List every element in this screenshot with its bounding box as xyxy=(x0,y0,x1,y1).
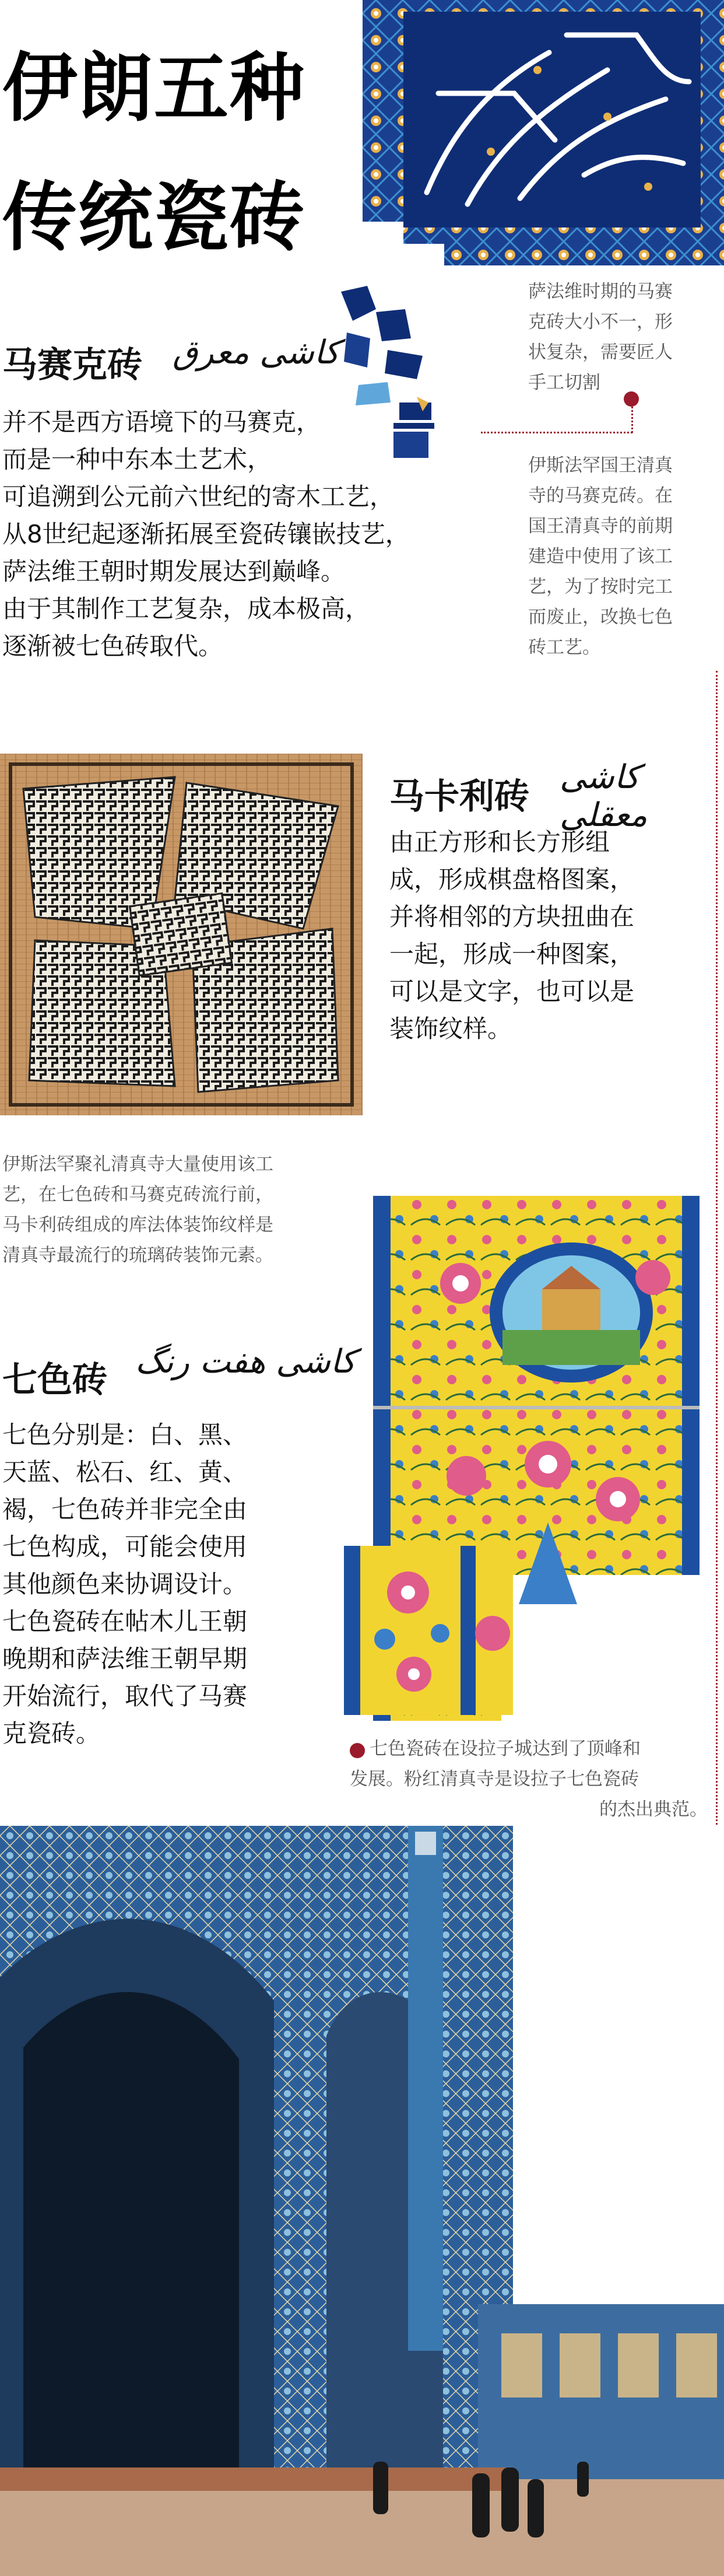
caption-line: 建造中使用了该工 xyxy=(528,546,673,567)
body-line: 逐渐被七色砖取代。 xyxy=(2,632,223,660)
caption-line: 发展。粉红清真寺是设拉子七色瓷砖 xyxy=(350,1769,639,1790)
moaqali-caption xyxy=(2,1149,364,1270)
caption-line: 克砖大小不一，形 xyxy=(528,312,673,332)
body-line: 七色构成，可能会使用 xyxy=(2,1532,248,1561)
mosaic-caption-1 xyxy=(528,276,721,398)
caption-line: 马卡利砖组成的库法体装饰纹样是 xyxy=(2,1214,273,1236)
moaqali-body xyxy=(389,824,698,1048)
caption-line: 七色瓷砖在设拉子城达到了顶峰和 xyxy=(370,1738,641,1759)
caption-line: 艺，在七色砖和马赛克砖流行前， xyxy=(2,1184,273,1205)
body-line: 并不是西方语境下的马赛克， xyxy=(2,408,321,436)
moaqali-persian-heading: کاشی معقلی xyxy=(560,758,648,834)
caption-line: 砖工艺。 xyxy=(528,637,600,658)
caption-line: 萨法维时期的马赛 xyxy=(528,281,673,302)
body-line: 可以是文字，也可以是 xyxy=(389,977,635,1006)
caption-line: 手工切割 xyxy=(528,372,600,393)
caption-line: 艺，为了按时完工 xyxy=(528,576,673,597)
caption-connector-line xyxy=(631,399,633,433)
body-line: 由正方形和长方形组 xyxy=(389,828,610,856)
caption-line: 寺的马赛克砖。在 xyxy=(528,485,673,506)
mosaic-tile-image xyxy=(363,0,724,265)
body-line: 七色瓷砖在帖木儿王朝 xyxy=(2,1607,248,1636)
mosaic-caption-2 xyxy=(528,450,721,663)
caption-line: 伊斯法罕国王清真 xyxy=(528,455,673,476)
caption-line: 清真寺最流行的琉璃砖装饰元素。 xyxy=(2,1245,273,1266)
haftrang-caption xyxy=(350,1734,719,1825)
body-line: 由于其制作工艺复杂，成本极高， xyxy=(2,594,370,623)
body-line: 一起，形成一种图案， xyxy=(389,940,635,968)
body-line: 可追溯到公元前六世纪的寄木工艺， xyxy=(2,482,395,511)
body-line: 而是一种中东本土艺术， xyxy=(2,445,272,474)
body-line: 天蓝、松石、红、黄、 xyxy=(2,1458,248,1486)
caption-line: 而废止，改换七色 xyxy=(528,607,673,628)
caption-dot xyxy=(350,1743,365,1758)
caption-line: 状复杂，需要匠人 xyxy=(528,342,673,363)
page-title-line2: 传统瓷砖 xyxy=(2,174,306,261)
mosque-photo xyxy=(0,1826,724,2576)
haftrang-body xyxy=(2,1416,329,1752)
mosaic-body xyxy=(2,404,469,665)
body-line: 其他颜色来协调设计。 xyxy=(2,1570,248,1598)
body-line: 萨法维王朝时期发展达到巅峰。 xyxy=(2,557,346,586)
body-line: 克瓷砖。 xyxy=(2,1719,101,1748)
caption-connector-line xyxy=(481,432,632,433)
caption-line: 伊斯法罕聚礼清真寺大量使用该工 xyxy=(2,1154,273,1175)
body-line: 并将相邻的方块扭曲在 xyxy=(389,902,635,931)
page-title-line1: 伊朗五种 xyxy=(2,45,306,132)
mosaic-persian-heading: کاشی معرق xyxy=(173,334,340,372)
body-line: 褐，七色砖并非完全由 xyxy=(2,1495,248,1524)
body-line: 成，形成棋盘格图案， xyxy=(389,865,635,894)
haftrang-persian-heading: کاشی هفت رنگ xyxy=(135,1343,356,1381)
haftrang-tile-image-small xyxy=(344,1546,513,1715)
body-line: 开始流行，取代了马赛 xyxy=(2,1682,248,1710)
body-line: 从8世纪起逐渐拓展至瓷砖镶嵌技艺， xyxy=(2,520,410,548)
caption-line: 国王清真寺的前期 xyxy=(528,516,673,537)
body-line: 晚期和萨法维王朝早期 xyxy=(2,1644,248,1673)
body-line: 装饰纹样。 xyxy=(389,1014,512,1043)
haftrang-heading: 七色砖 xyxy=(2,1360,107,1401)
mosaic-heading: 马赛克砖 xyxy=(2,345,142,386)
moaqali-tile-image xyxy=(0,754,363,1115)
body-line: 七色分别是：白、黑、 xyxy=(2,1420,248,1449)
caption-line: 的杰出典范。 xyxy=(599,1799,708,1820)
moaqali-heading: 马卡利砖 xyxy=(389,776,529,817)
